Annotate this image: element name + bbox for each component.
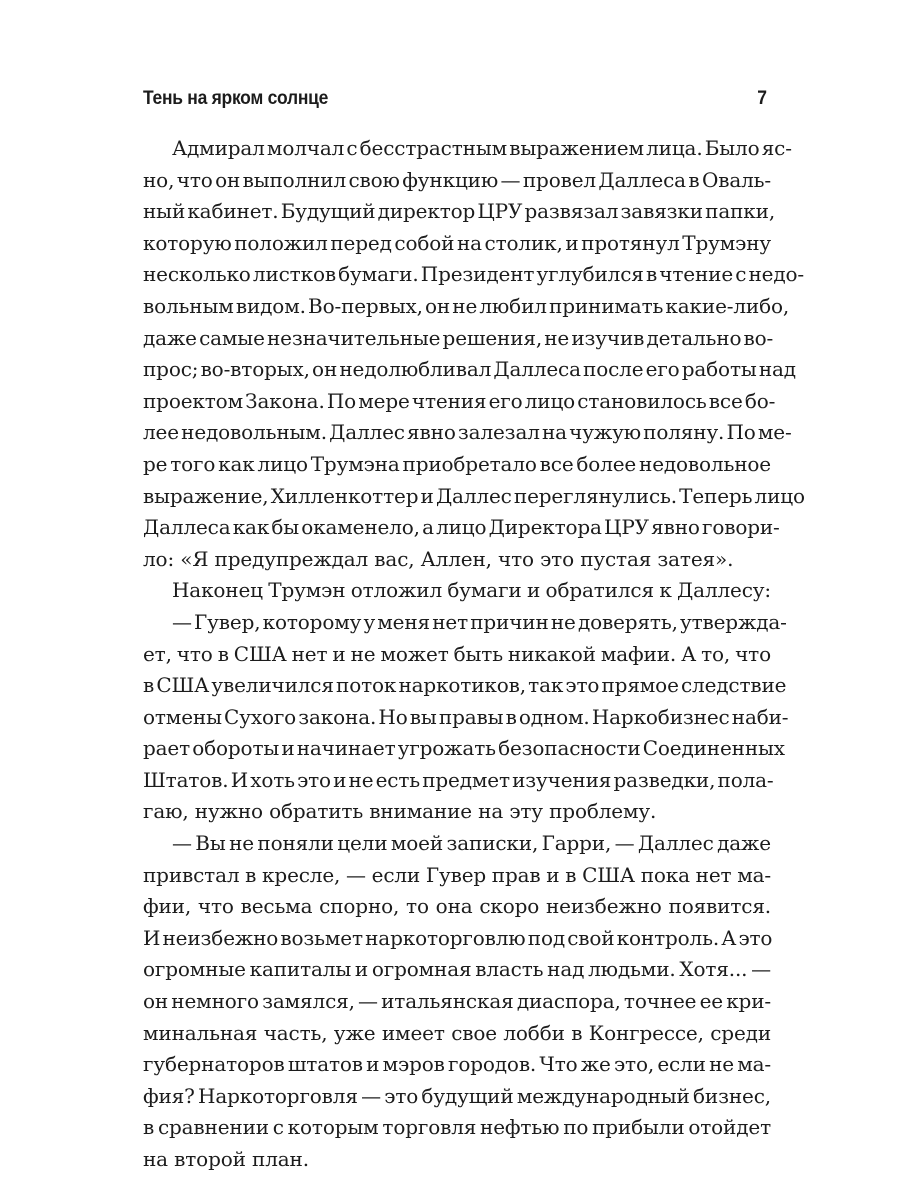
page-number: 7	[757, 88, 767, 109]
text-line: он немного замялся, — итальянская диаспора, точнее ее кри-	[143, 989, 771, 1014]
text-line: привстал в кресле, — если Гувер прав и в США пока нет ма-	[143, 862, 771, 887]
text-line: Адмирал молчал с бесстрастным выражением лица. Было яс-	[172, 136, 792, 160]
text-line: в сравнении с которым торговля нефтью по прибыли отойдет	[143, 1115, 771, 1140]
text-line: ре того как лицо Трумэна приобретало все более недовольное	[143, 451, 771, 476]
text-line: минальная часть, уже имеет свое лобби в Конгрессе, среди	[143, 1020, 771, 1045]
running-header	[143, 88, 767, 116]
text-line: выражение, Хилленкоттер и Даллес переглянулись. Теперь лицо	[143, 483, 805, 508]
text-line: но, что он выполнил свою функцию — провел Даллеса в Оваль-	[143, 167, 771, 192]
text-line: Штатов. И хоть это и не есть предмет изучения разведки, пола-	[143, 767, 774, 792]
paragraph	[143, 575, 771, 607]
text-line: — Гувер, которому у меня нет причин не доверять, утвержда-	[172, 609, 787, 634]
text-line: Даллеса как бы окаменело, а лицо Директора ЦРУ явно говори-	[143, 515, 780, 540]
text-line: отмены Сухого закона. Но вы правы в одном. Наркобизнес наби-	[143, 704, 789, 729]
text-line: фии, что весьма спорно, то она скоро неизбежно появится.	[143, 894, 771, 919]
paragraph	[143, 607, 789, 828]
text-line: И неизбежно возьмет наркоторговлю под свой контроль. А это	[143, 925, 773, 950]
text-line: ло: «Я предупреждал вас, Аллен, что это пустая затея».	[143, 546, 734, 571]
body-text	[143, 133, 805, 1176]
paragraph	[143, 133, 805, 575]
text-line: в США увеличился поток наркотиков, так это прямое следствие	[143, 673, 787, 698]
text-line: гаю, нужно обратить внимание на эту проблему.	[143, 799, 657, 824]
text-line: проектом Закона. По мере чтения его лицо становилось все бо-	[143, 388, 776, 413]
text-line: прос; во-вторых, он недолюбливал Даллеса после его работы над	[143, 357, 796, 382]
text-line: Наконец Трумэн отложил бумаги и обратился к Даллесу:	[172, 578, 771, 603]
text-line: на второй план.	[143, 1147, 309, 1171]
text-line: ет, что в США нет и не может быть никакой мафии. А то, что	[143, 641, 771, 666]
text-line: которую положил перед собой на столик, и протянул Трумэну	[143, 230, 771, 255]
paragraph	[143, 828, 771, 1176]
text-line: несколько листков бумаги. Президент углубился в чтение с недо-	[143, 262, 804, 287]
text-line: губернаторов штатов и мэров городов. Что же это, если не ма-	[143, 1052, 771, 1077]
text-line: вольным видом. Во-первых, он не любил принимать какие-либо,	[143, 293, 790, 318]
text-line: ный кабинет. Будущий директор ЦРУ развязал завязки папки,	[143, 199, 776, 224]
text-line: даже самые незначительные решения, не изучив детально во-	[143, 325, 774, 350]
text-line: рает обороты и начинает угрожать безопасности Соединенных	[143, 736, 785, 761]
running-title: Тень на ярком солнце	[143, 88, 329, 109]
text-line: огромные капиталы и огромная власть над людьми. Хотя... —	[143, 957, 771, 982]
text-line: — Вы не поняли цели моей записки, Гарри, — Даллес даже	[172, 831, 771, 856]
text-line: лее недовольным. Даллес явно залезал на чужую поляну. По ме-	[143, 420, 792, 445]
text-line: фия? Наркоторговля — это будущий международный бизнес,	[143, 1083, 771, 1108]
